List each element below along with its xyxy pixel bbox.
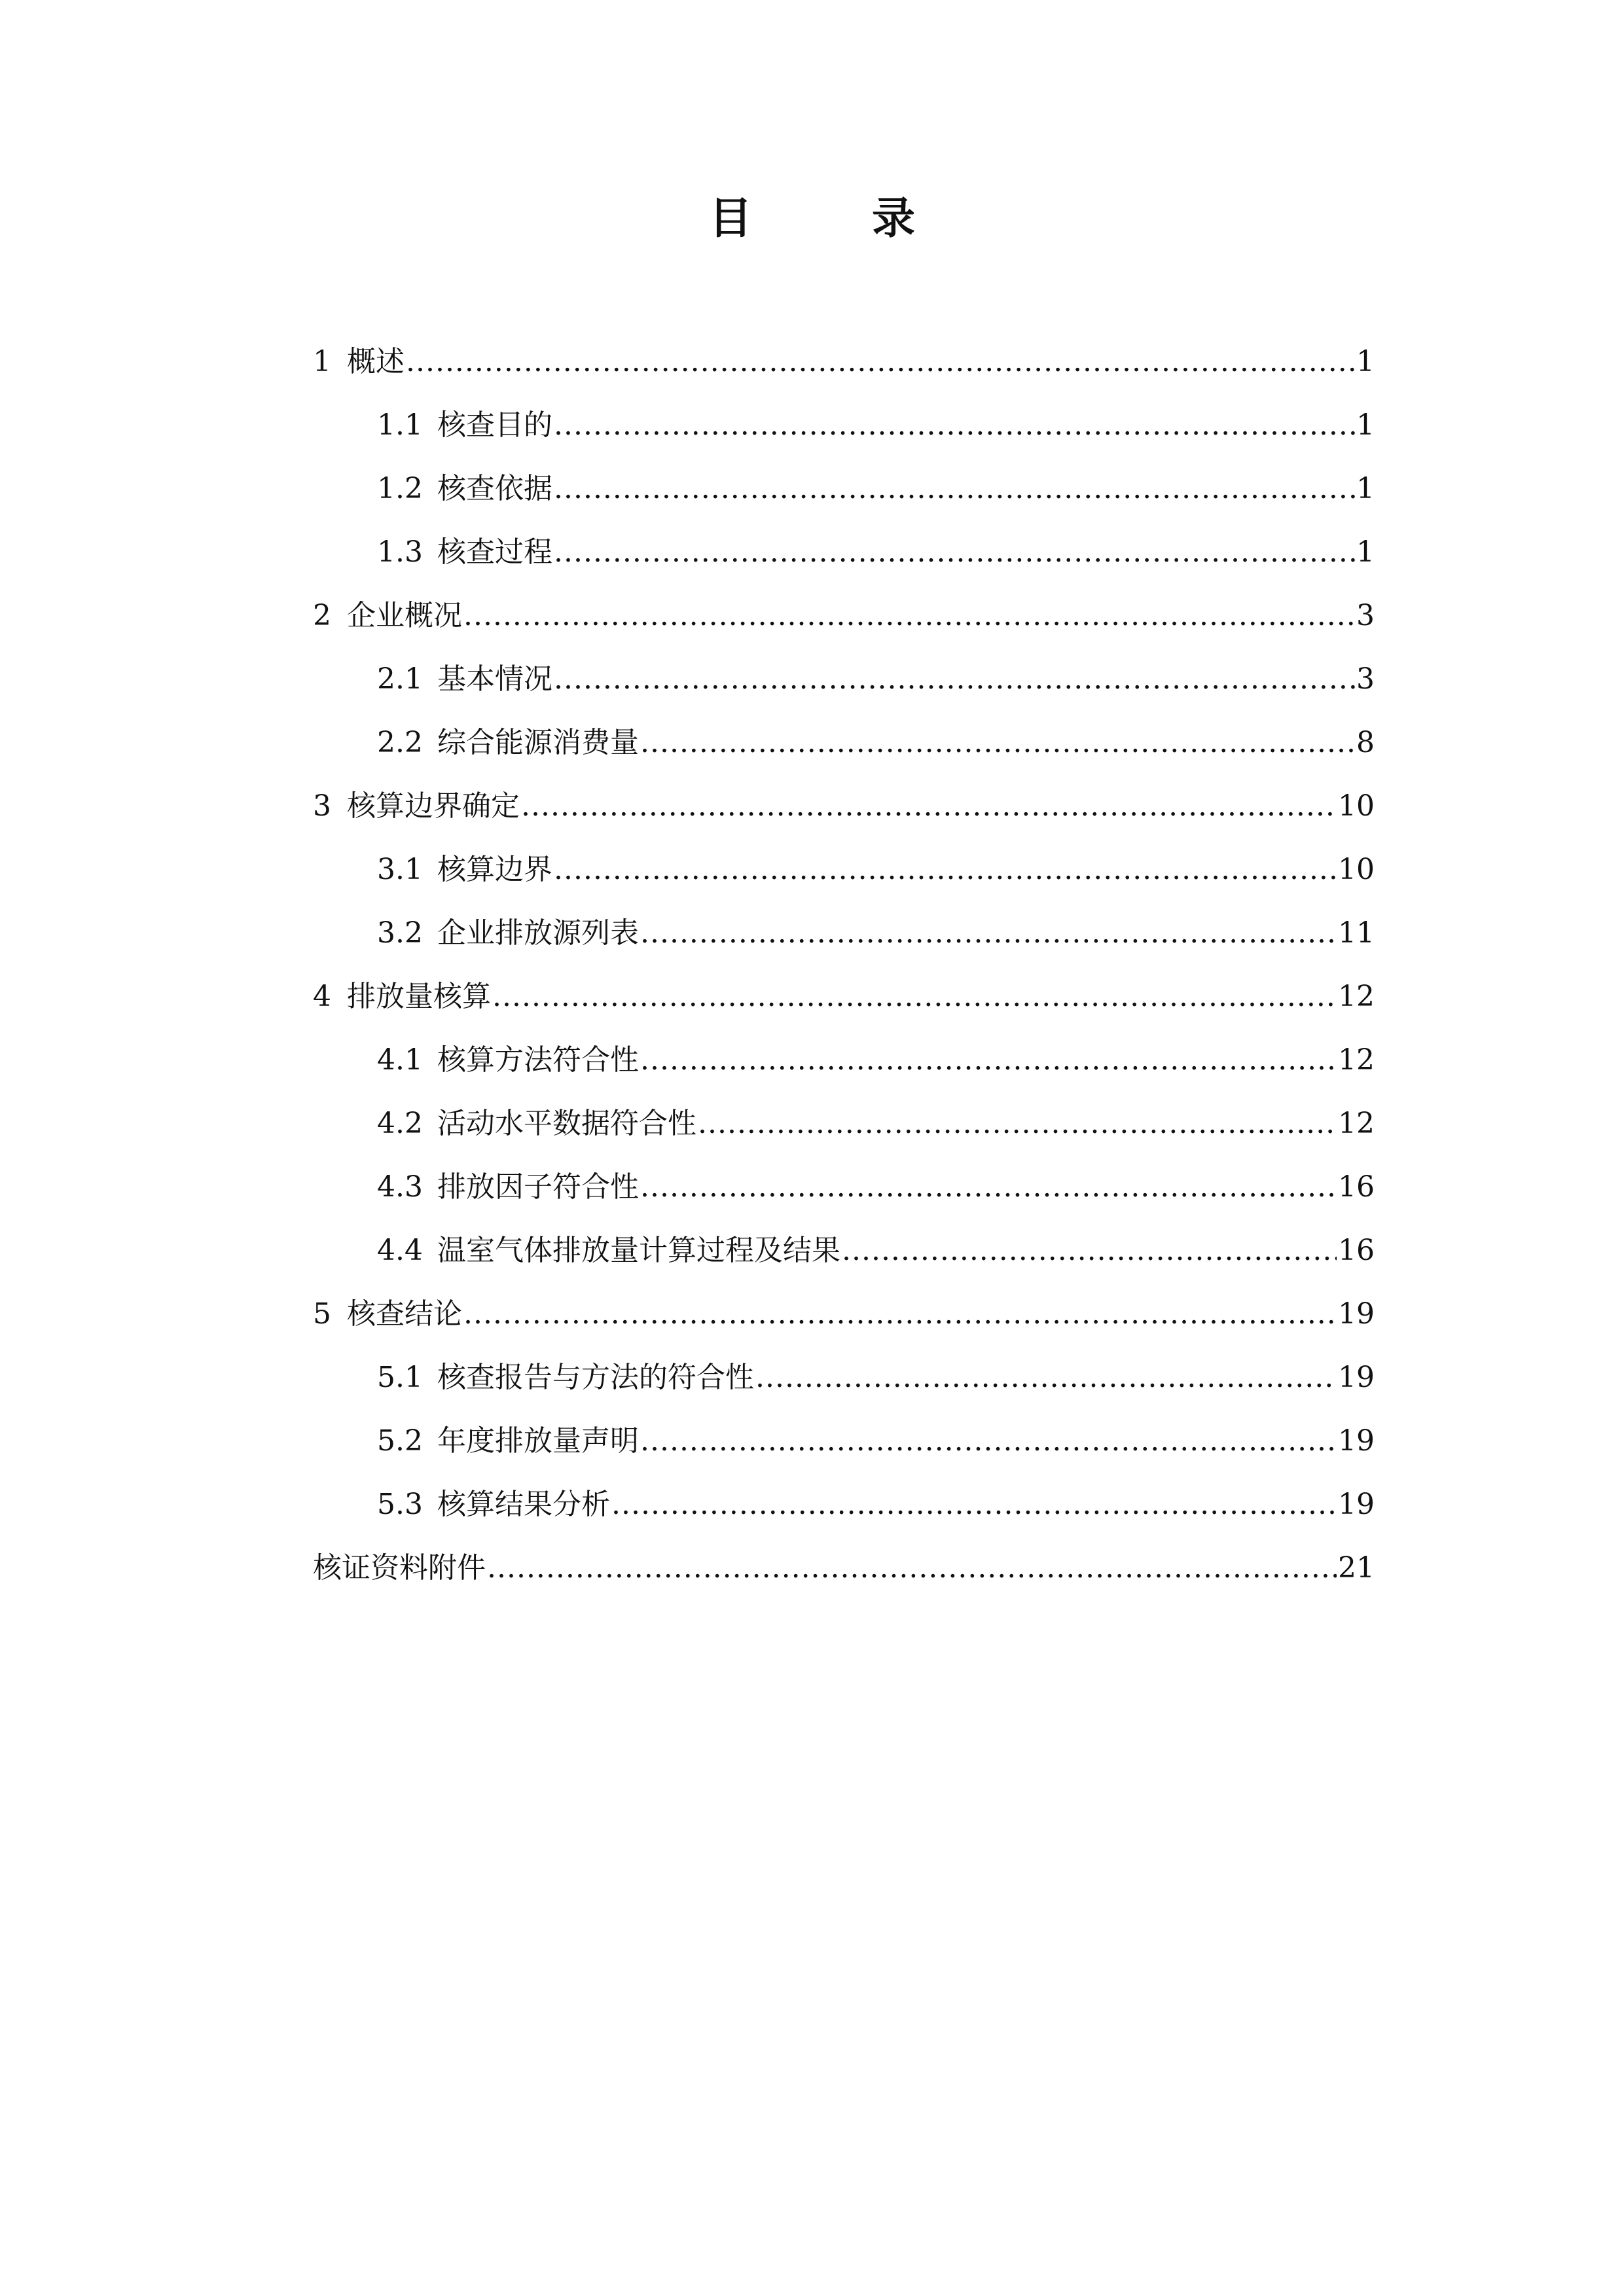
toc-entry-number: 3.1: [377, 853, 423, 886]
toc-entry-page-number: 8: [1356, 726, 1375, 759]
toc-entry-label: 核查过程: [437, 535, 552, 569]
toc-entry-page-number: 19: [1338, 1297, 1375, 1331]
toc-entry[interactable]: [313, 1346, 1375, 1409]
toc-entry[interactable]: [313, 520, 1375, 584]
toc-dot-leader: [463, 1282, 1337, 1346]
toc-entry-number: 1: [313, 345, 331, 378]
toc-entry-number: 5.2: [377, 1424, 423, 1458]
toc-dot-leader: [554, 520, 1355, 584]
toc-entry-page-number: 12: [1338, 1107, 1375, 1140]
toc-entry-label: 企业概况: [347, 599, 462, 632]
toc-entry-page-number: 1: [1356, 535, 1375, 569]
toc-entry-label: 核查结论: [347, 1297, 462, 1331]
toc-dot-leader: [554, 457, 1355, 520]
toc-entry-label: 核算结果分析: [437, 1488, 610, 1521]
toc-entry-number: 1.3: [377, 535, 423, 569]
toc-entry-label: 核算边界确定: [347, 789, 520, 823]
toc-entry-page-number: 19: [1338, 1361, 1375, 1394]
toc-entry-label: 核证资料附件: [313, 1551, 486, 1585]
table-of-contents: [313, 330, 1375, 1600]
toc-dot-leader: [521, 774, 1337, 838]
toc-dot-leader: [640, 1155, 1337, 1219]
toc-entry-page-number: 19: [1338, 1424, 1375, 1458]
toc-entry-number: 4.4: [377, 1234, 423, 1267]
toc-entry[interactable]: [313, 1028, 1375, 1092]
toc-entry-page-number: 1: [1356, 472, 1375, 505]
toc-dot-leader: [640, 901, 1337, 965]
toc-entry-label: 基本情况: [437, 662, 552, 696]
toc-entry-label: 活动水平数据符合性: [437, 1107, 696, 1140]
toc-entry-page-number: 10: [1338, 853, 1375, 886]
toc-entry[interactable]: [313, 1282, 1375, 1346]
toc-entry-page-number: 12: [1338, 1043, 1375, 1077]
toc-entry-number: 4: [313, 980, 331, 1013]
toc-entry[interactable]: [313, 1092, 1375, 1155]
toc-entry[interactable]: [313, 1409, 1375, 1473]
toc-dot-leader: [640, 1409, 1337, 1473]
toc-dot-leader: [554, 393, 1355, 457]
toc-entry[interactable]: [313, 457, 1375, 520]
toc-entry[interactable]: [313, 838, 1375, 901]
toc-entry-label: 概述: [347, 345, 405, 378]
toc-entry-number: 2: [313, 599, 331, 632]
toc-entry-page-number: 1: [1356, 408, 1375, 442]
toc-entry-number: 3.2: [377, 916, 423, 950]
toc-entry[interactable]: [313, 584, 1375, 647]
toc-entry-label: 温室气体排放量计算过程及结果: [437, 1234, 840, 1267]
toc-entry[interactable]: [313, 901, 1375, 965]
toc-entry-label: 年度排放量声明: [437, 1424, 639, 1458]
toc-entry-label: 排放因子符合性: [437, 1170, 639, 1204]
toc-entry-number: 1.1: [377, 408, 423, 442]
toc-entry-page-number: 12: [1338, 980, 1375, 1013]
toc-entry-page-number: 11: [1338, 916, 1375, 950]
toc-dot-leader: [755, 1346, 1337, 1409]
toc-entry[interactable]: [313, 965, 1375, 1028]
toc-entry[interactable]: [313, 1536, 1375, 1600]
toc-entry-page-number: 10: [1338, 789, 1375, 823]
toc-entry-page-number: 3: [1356, 662, 1375, 696]
toc-entry-label: 综合能源消费量: [437, 726, 639, 759]
toc-entry-label: 核查目的: [437, 408, 552, 442]
toc-entry-label: 排放量核算: [347, 980, 491, 1013]
toc-entry-label: 核算方法符合性: [437, 1043, 639, 1077]
toc-entry-page-number: 16: [1338, 1170, 1375, 1204]
toc-entry-page-number: 16: [1338, 1234, 1375, 1267]
toc-entry[interactable]: [313, 1219, 1375, 1282]
toc-entry-label: 核算边界: [437, 853, 552, 886]
toc-dot-leader: [611, 1473, 1337, 1536]
toc-entry-number: 4.2: [377, 1107, 423, 1140]
toc-entry-number: 2.2: [377, 726, 423, 759]
toc-entry-page-number: 19: [1338, 1488, 1375, 1521]
toc-entry[interactable]: [313, 393, 1375, 457]
toc-dot-leader: [463, 584, 1355, 647]
toc-entry-number: 5.1: [377, 1361, 423, 1394]
toc-entry-label: 企业排放源列表: [437, 916, 639, 950]
toc-dot-leader: [492, 965, 1337, 1028]
toc-dot-leader: [554, 838, 1337, 901]
toc-entry-number: 3: [313, 789, 331, 823]
toc-entry[interactable]: [313, 330, 1375, 393]
toc-entry[interactable]: [313, 1155, 1375, 1219]
toc-entry-number: 2.1: [377, 662, 423, 696]
toc-entry-number: 5.3: [377, 1488, 423, 1521]
toc-dot-leader: [640, 711, 1355, 774]
toc-entry-page-number: 3: [1356, 599, 1375, 632]
toc-entry-page-number: 21: [1338, 1551, 1375, 1585]
toc-entry[interactable]: [313, 774, 1375, 838]
toc-dot-leader: [406, 330, 1355, 393]
toc-entry-number: 5: [313, 1297, 331, 1331]
toc-entry-number: 1.2: [377, 472, 423, 505]
toc-dot-leader: [842, 1219, 1337, 1282]
toc-entry-label: 核查依据: [437, 472, 552, 505]
toc-title: 目 录: [709, 192, 967, 243]
toc-entry-label: 核查报告与方法的符合性: [437, 1361, 754, 1394]
toc-entry-number: 4.3: [377, 1170, 423, 1204]
toc-entry-page-number: 1: [1356, 345, 1375, 378]
toc-dot-leader: [698, 1092, 1337, 1155]
toc-entry[interactable]: [313, 647, 1375, 711]
toc-dot-leader: [487, 1536, 1337, 1600]
toc-dot-leader: [640, 1028, 1337, 1092]
toc-dot-leader: [554, 647, 1355, 711]
toc-entry-number: 4.1: [377, 1043, 423, 1077]
toc-entry[interactable]: [313, 1473, 1375, 1536]
toc-entry[interactable]: [313, 711, 1375, 774]
